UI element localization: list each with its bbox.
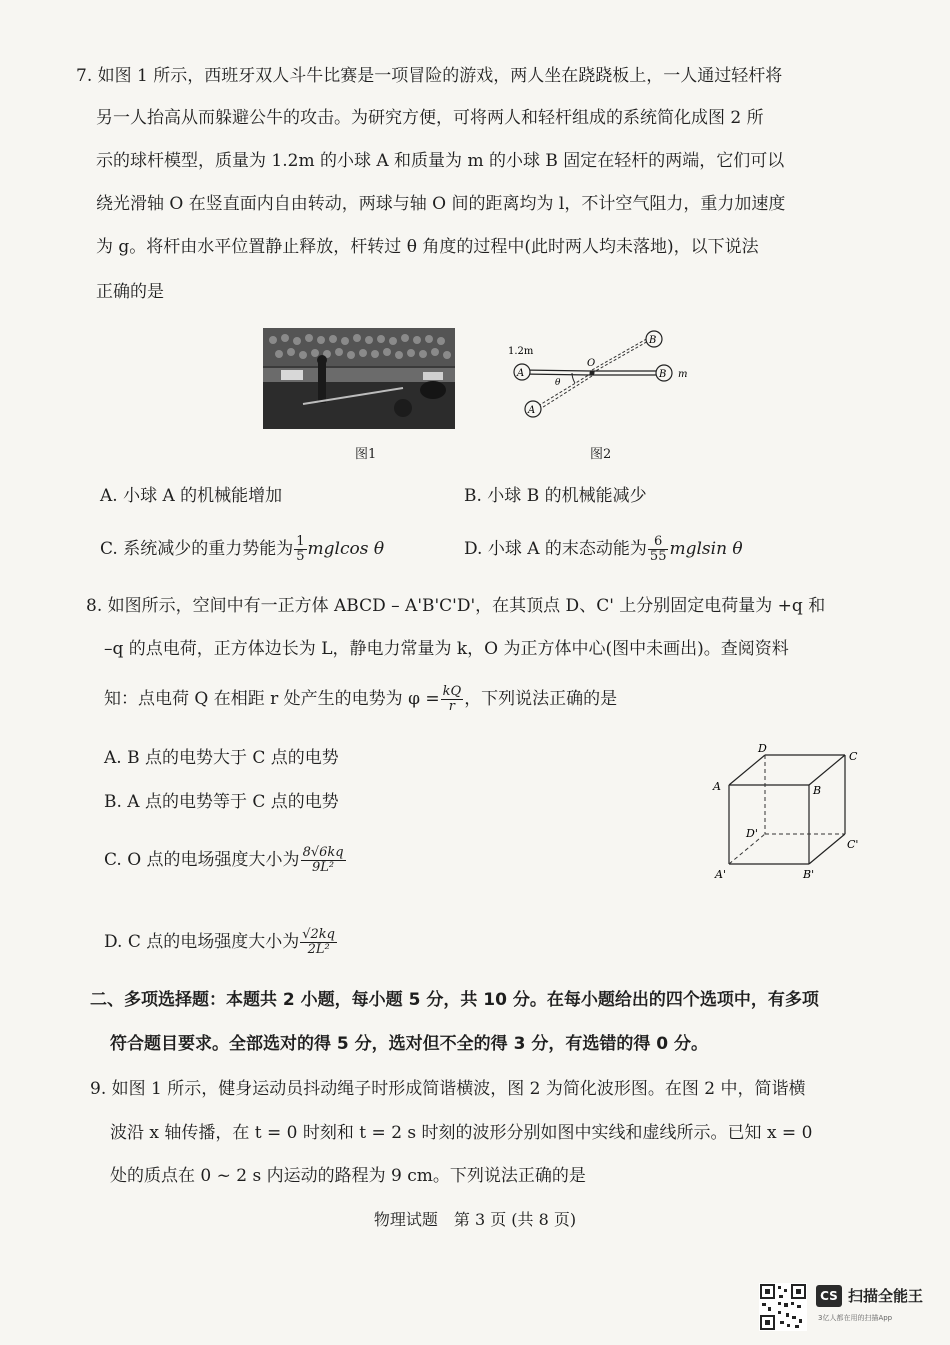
cube-label-c: C: [849, 750, 858, 763]
q7-option-d: [464, 535, 743, 564]
q8-option-d: [104, 928, 338, 957]
q7-option-c-denominator: 5: [296, 549, 305, 564]
potential-denominator: r: [448, 699, 456, 714]
cube-label-a: A: [713, 780, 721, 793]
q7-line-3: 示的球杆模型，质量为 1.2m 的小球 A 和质量为 m 的小球 B 固定在轻杆的两端，它们可以: [96, 151, 785, 171]
q8-option-d-numerator: √2kq: [302, 927, 336, 942]
q7-option-d-suffix: mglsin θ: [669, 539, 743, 559]
ball-b-rotated-label: B: [649, 335, 657, 346]
scanner-app-name: 扫描全能王: [848, 1287, 924, 1305]
cube-label-c-prime: C': [847, 838, 859, 851]
cube-diagram: [705, 740, 865, 885]
q7-line-1: 7. 如图 1 所示，西班牙双人斗牛比赛是一项冒险的游戏，两人坐在跷跷板上，一人通过轻杆将: [76, 66, 783, 86]
q8-option-a: A. B 点的电势大于 C 点的电势: [104, 748, 339, 768]
q7-option-d-prefix: D. 小球 A 的末态动能为: [464, 539, 647, 559]
q7-line-5: 为 g。将杆由水平位置静止释放，杆转过 θ 角度的过程中(此时两人均未落地)，以下说法: [96, 237, 759, 257]
potential-numerator: kQ: [442, 684, 462, 699]
q8-line-3-prefix: 知：点电荷 Q 在相距 r 处产生的电势为 φ =: [104, 689, 440, 709]
q7-line-4: 绕光滑轴 O 在竖直面内自由转动，两球与轴 O 间的距离均为 l，不计空气阻力，重力加速度: [96, 194, 786, 214]
ball-a-rotated-label: A: [528, 405, 536, 416]
q8-option-d-prefix: D. C 点的电场强度大小为: [104, 932, 300, 952]
qr-code-icon: [759, 1283, 807, 1331]
potential-fraction: [441, 685, 464, 714]
q8-option-c-fraction: [301, 846, 346, 875]
q8-line-1: 8. 如图所示，空间中有一正方体 ABCD – A'B'C'D'，在其顶点 D、C' 上分别固定电荷量为 +q 和: [86, 596, 826, 616]
q9-line-3: 处的质点在 0 ~ 2 s 内运动的路程为 9 cm。下列说法正确的是: [110, 1166, 586, 1186]
q7-line-2: 另一人抬高从而躲避公牛的攻击。为研究方便，可将两人和轻杆组成的系统简化成图 2 所: [96, 108, 764, 128]
q7-option-c-prefix: C. 系统减少的重力势能为: [100, 539, 294, 559]
q7-option-c: [100, 535, 384, 564]
q8-line-3: [104, 685, 617, 714]
q8-option-c-denominator: 9L²: [312, 860, 335, 875]
bullfight-photo: [263, 328, 455, 429]
q7-line-6: 正确的是: [96, 282, 164, 302]
mass-b-label: m: [678, 369, 688, 380]
q8-line-3-suffix: ，下列说法正确的是: [464, 689, 618, 709]
mass-a-label: 1.2m: [508, 346, 534, 357]
q9-line-1: 9. 如图 1 所示，健身运动员抖动绳子时形成简谐横波，图 2 为简化波形图。在图 2 中，简谐横: [90, 1079, 806, 1099]
cube-label-b: B: [813, 784, 822, 797]
q7-option-c-numerator: 1: [296, 534, 305, 549]
section-2-heading-line-1: 二、多项选择题：本题共 2 小题，每小题 5 分，共 10 分。在每小题给出的四个选项中，有多项: [90, 990, 819, 1010]
q8-option-c-prefix: C. O 点的电场强度大小为: [104, 850, 300, 870]
rod-model-diagram: [500, 326, 700, 421]
cube-label-a-prime: A': [715, 868, 726, 881]
q7-option-c-fraction: [294, 535, 306, 564]
q8-option-c: [104, 846, 347, 875]
fig2-caption: 图2: [590, 447, 612, 462]
pivot-label: O: [587, 358, 596, 369]
ball-a-label: A: [517, 368, 525, 379]
q8-option-d-fraction: [300, 928, 337, 957]
q8-option-d-denominator: 2L²: [307, 942, 330, 957]
cube-label-b-prime: B': [803, 868, 815, 881]
scanner-tagline: 3亿人都在用的扫描App: [818, 1314, 893, 1322]
ball-b-label: B: [659, 369, 667, 380]
q8-line-2: –q 的点电荷，正方体边长为 L，静电力常量为 k，O 为正方体中心(图中未画出)。查阅资料: [104, 639, 789, 659]
q9-line-2: 波沿 x 轴传播，在 t = 0 时刻和 t = 2 s 时刻的波形分别如图中实线和虚线所示。已知 x = 0: [110, 1123, 813, 1143]
q7-option-a: A. 小球 A 的机械能增加: [100, 486, 283, 506]
q7-option-d-numerator: 6: [648, 535, 669, 550]
section-2-heading-line-2: 符合题目要求。全部选对的得 5 分，选对但不全的得 3 分，有选错的得 0 分。: [110, 1034, 708, 1054]
angle-label: θ: [555, 378, 561, 388]
q7-option-c-suffix: mglcos θ: [307, 539, 385, 559]
cube-label-d: D: [758, 742, 767, 755]
scanner-logo: CS: [816, 1285, 842, 1307]
page-footer: 物理试题 第 3 页 (共 8 页): [373, 1210, 577, 1229]
q7-option-d-fraction: [648, 535, 669, 564]
q7-option-d-denominator: 55: [649, 549, 667, 564]
q8-option-b: B. A 点的电势等于 C 点的电势: [104, 792, 339, 812]
cube-label-d-prime: D': [746, 827, 758, 840]
fig1-caption: 图1: [355, 447, 377, 462]
q8-option-c-numerator: 8√6kq: [302, 845, 344, 860]
q7-option-b: B. 小球 B 的机械能减少: [464, 486, 647, 506]
